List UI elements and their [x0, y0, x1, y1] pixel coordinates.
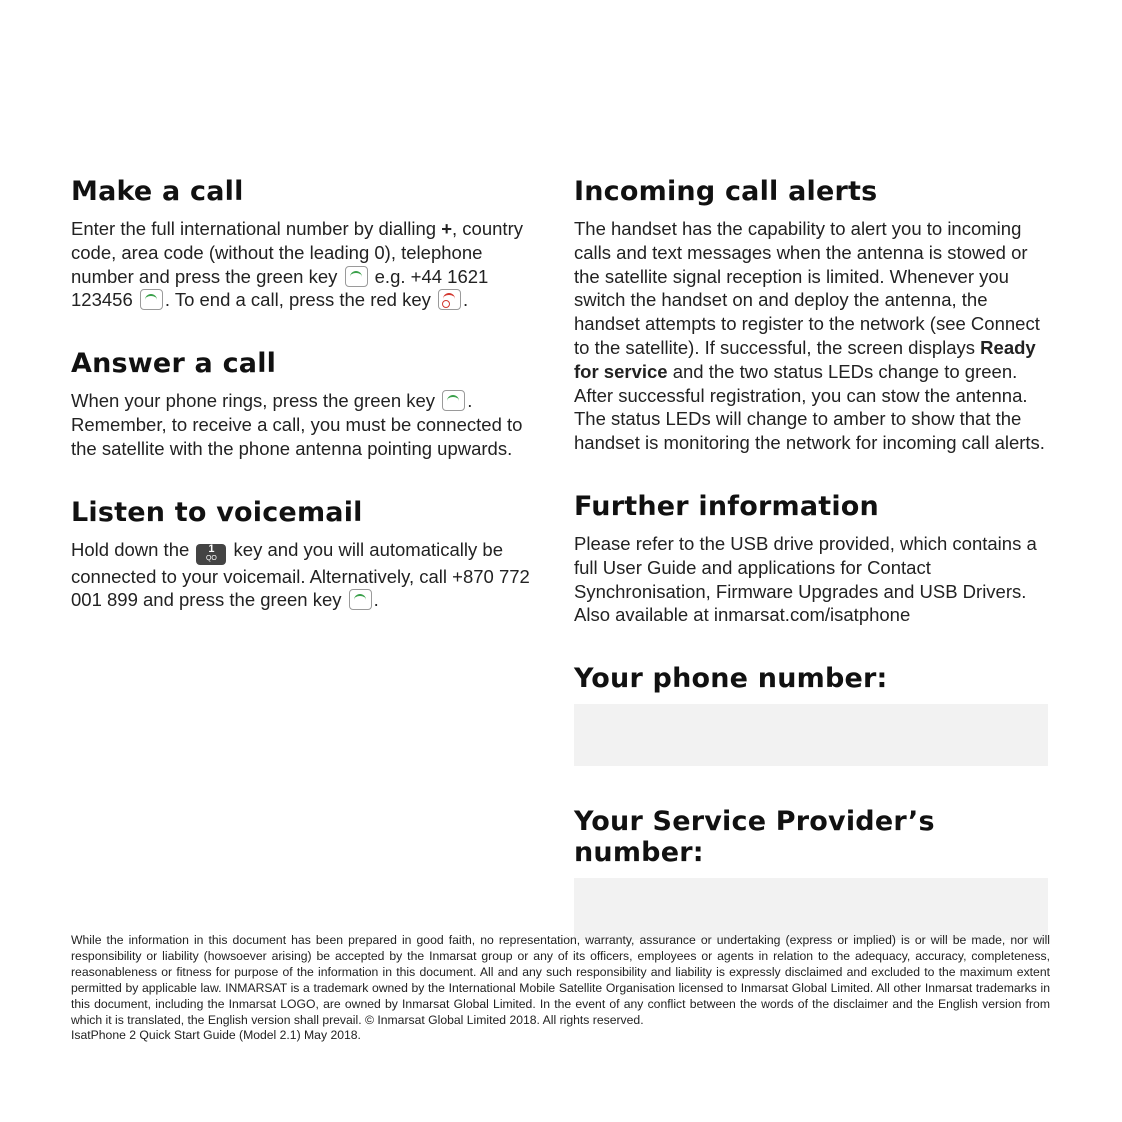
disclaimer: While the information in this document has been prepared in good faith, no representation, warranty, assurance or undertaking (express or implied) is or will be made, nor will responsibility or liability (howsoever arising) be accepted by the Inmarsat group or any of its officers, employees or agents in relation to the adequacy, accuracy, completeness, reasonableness or fitness for purpose of the information in this document. All and any such responsibility and liability is expressly disclaimed and excluded to the maximum extent permitted by applicable law. INMARSAT is a trademark owned by the International Mobile Satellite Organisation licensed to Inmarsat Global Limited. All other Inmarsat trademarks in this document, including the Inmarsat LOGO, are owned by Inmarsat Global Limited. In the event of any conflict between the words of the disclaimer and the English version from which it is translated, the English version shall prevail. © Inmarsat Global Limited 2018. All rights reserved. [71, 933, 1050, 1027]
voicemail-title: Listen to voicemail [71, 496, 363, 528]
make-call-section [71, 176, 541, 312]
further-info-section [574, 491, 1050, 627]
left-column [71, 176, 541, 648]
right-column [574, 176, 1050, 980]
red-end-key-icon [438, 289, 461, 310]
voicemail-text: Hold down the 1 QO key and you will automatically be connected to your voicemail. Alternatively, call +870 772 001 899 and press the green key . [71, 538, 530, 611]
phone-number-title: Your phone number: [574, 663, 888, 695]
incoming-alerts-title: Incoming call alerts [574, 176, 878, 207]
incoming-alerts-text: The handset has the capability to alert you to incoming calls and text messages when the antenna is stowed or the satellite signal reception is limited. Whenever you switch the handset on and deploy the antenna, the handset attempts to register to the network (see Connect to the satellite). If successful, the screen displays Ready for service and the two status LEDs change to green. After successful registration, you can stow the antenna. The status LEDs will change to amber to show that the handset is monitoring the network for incoming call alerts. [574, 218, 1045, 454]
answer-call-section [71, 348, 541, 460]
provider-number-field[interactable] [574, 878, 1048, 940]
answer-call-title: Answer a call [71, 348, 277, 380]
voicemail-section [71, 497, 541, 613]
green-call-key-icon [345, 266, 368, 287]
provider-number-title: Your Service Provider’s number: [574, 806, 935, 869]
green-call-key-icon [442, 390, 465, 411]
green-call-key-icon [349, 589, 372, 610]
footer: IsatPhone 2 Quick Start Guide (Model 2.1) May 2018. [71, 1028, 361, 1042]
make-call-title: Make a call [71, 176, 244, 207]
further-info-text: Please refer to the USB drive provided, which contains a full User Guide and applications for Contact Synchronisation, Firmware Upgrades and USB Drivers. Also available at inmarsat.com/isatphone [574, 532, 1037, 626]
answer-call-text: When your phone rings, press the green key . Remember, to receive a call, you must be connected to the satellite with the phone antenna pointing upwards. [71, 390, 523, 459]
phone-number-field[interactable] [574, 704, 1048, 766]
incoming-alerts-section [574, 176, 1050, 455]
voicemail-key-icon: 1 QO [196, 544, 226, 565]
further-info-title: Further information [574, 490, 879, 522]
green-call-key-icon [140, 289, 163, 310]
make-call-text: Enter the full international number by dialling +, country code, area code (without the leading 0), telephone number and press the green key e.g. +44 1621 123456 . To end a call, press the red key . [71, 218, 523, 311]
